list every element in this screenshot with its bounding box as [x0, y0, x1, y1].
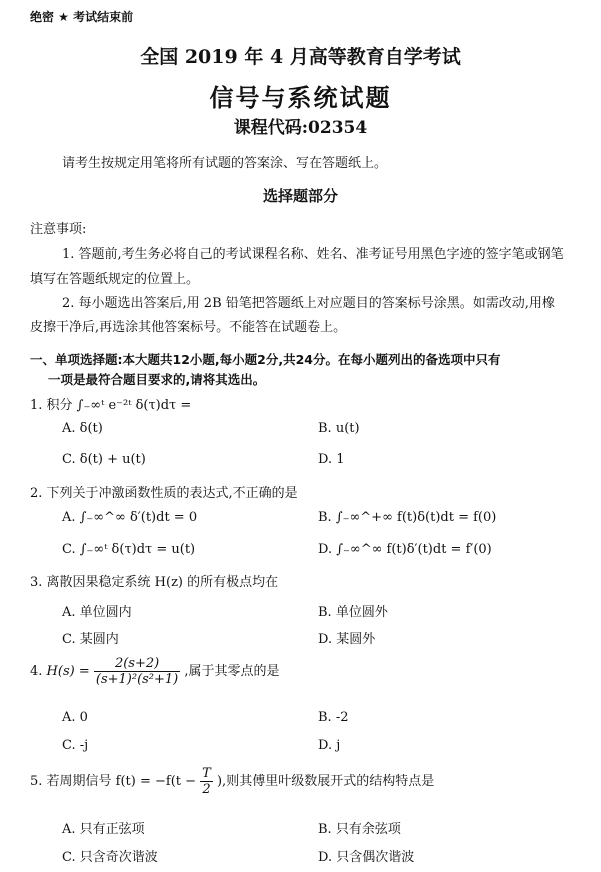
- question-3-option-c: C. 某圆内: [62, 632, 119, 647]
- question-5-fraction: [200, 766, 213, 797]
- question-5-option-c: C. 只含奇次谐波: [62, 850, 158, 865]
- question-1-option-a: A. δ(t): [62, 421, 103, 436]
- note-2-line-2: 皮擦干净后,再选涂其他答案标号。不能答在试题卷上。: [30, 320, 347, 335]
- question-2-option-d: D. ∫₋∞^∞ f(t)δ′(t)dt = f′(0): [318, 542, 492, 557]
- question-5-option-d: D. 只含偶次谐波: [318, 850, 415, 865]
- question-4-fraction: [94, 656, 180, 687]
- question-5-option-a: A. 只有正弦项: [62, 822, 145, 837]
- question-3-option-d: D. 某圆外: [318, 632, 376, 647]
- question-1-option-d: D. 1: [318, 452, 345, 467]
- exam-title: 全国 2019 年 4 月高等教育自学考试: [140, 46, 461, 68]
- question-2-stem: 2. 下列关于冲激函数性质的表达式,不正确的是: [30, 486, 298, 501]
- course-code: 课程代码:02354: [233, 118, 368, 138]
- question-4-stem: [30, 656, 280, 687]
- question-4-option-d: D. j: [318, 738, 341, 753]
- question-4-option-b: B. -2: [318, 710, 349, 725]
- subject-title: 信号与系统试题: [209, 83, 392, 112]
- question-3-option-a: A. 单位圆内: [62, 605, 132, 620]
- question-2-option-c: C. ∫₋∞ᵗ δ(τ)dτ = u(t): [62, 542, 196, 557]
- question-3-stem: 3. 离散因果稳定系统 H(z) 的所有极点均在: [30, 575, 279, 590]
- question-4-option-a: A. 0: [62, 710, 88, 725]
- instruction-text: 请考生按规定用笔将所有试题的答案涂、写在答题纸上。: [62, 156, 388, 171]
- question-1-stem: 1. 积分 ∫₋∞ᵗ e⁻²ᵗ δ(τ)dτ =: [30, 398, 192, 413]
- question-4-denominator: (s+1)²(s²+1): [95, 672, 179, 687]
- part1-heading-line-1: 一、单项选择题:本大题共12小题,每小题2分,共24分。在每小题列出的备选项中只有: [30, 352, 501, 367]
- question-4-numerator: 2(s+2): [94, 656, 180, 672]
- confidential-label: 绝密 ★ 考试结束前: [30, 10, 134, 24]
- note-1-line-1: 1. 答题前,考生务必将自己的考试课程名称、姓名、准考证号用黑色字迹的签字笔或钢笔: [62, 247, 564, 262]
- question-5-denominator: 2: [202, 782, 211, 797]
- question-5-option-b: B. 只有余弦项: [318, 822, 401, 837]
- question-5-prefix: 5. 若周期信号 f(t) = −f(t −: [30, 774, 197, 789]
- question-4-suffix: ,属于其零点的是: [184, 664, 280, 679]
- note-1-line-2: 填写在答题纸规定的位置上。: [30, 272, 200, 287]
- question-5-stem: [30, 766, 434, 797]
- question-4-lhs: H(s) =: [46, 664, 90, 679]
- part1-heading-line-2: 一项是最符合题目要求的,请将其选出。: [48, 372, 266, 387]
- question-1-option-c: C. δ(t) + u(t): [62, 452, 146, 467]
- note-2-line-1: 2. 每小题选出答案后,用 2B 铅笔把答题纸上对应题目的答案标号涂黑。如需改动,用橡: [62, 296, 555, 311]
- question-5-numerator: T: [202, 766, 211, 781]
- question-4-option-c: C. -j: [62, 738, 89, 753]
- question-3-option-b: B. 单位圆外: [318, 605, 388, 620]
- question-2-option-a: A. ∫₋∞^∞ δ′(t)dt = 0: [62, 510, 198, 525]
- section-title: 选择题部分: [262, 187, 338, 205]
- question-1-option-b: B. u(t): [318, 421, 360, 436]
- question-5-suffix: ),则其傅里叶级数展开式的结构特点是: [216, 774, 435, 789]
- question-4-number: 4.: [30, 664, 43, 679]
- question-2-option-b: B. ∫₋∞^+∞ f(t)δ(t)dt = f(0): [318, 510, 497, 525]
- notes-heading: 注意事项:: [30, 222, 87, 237]
